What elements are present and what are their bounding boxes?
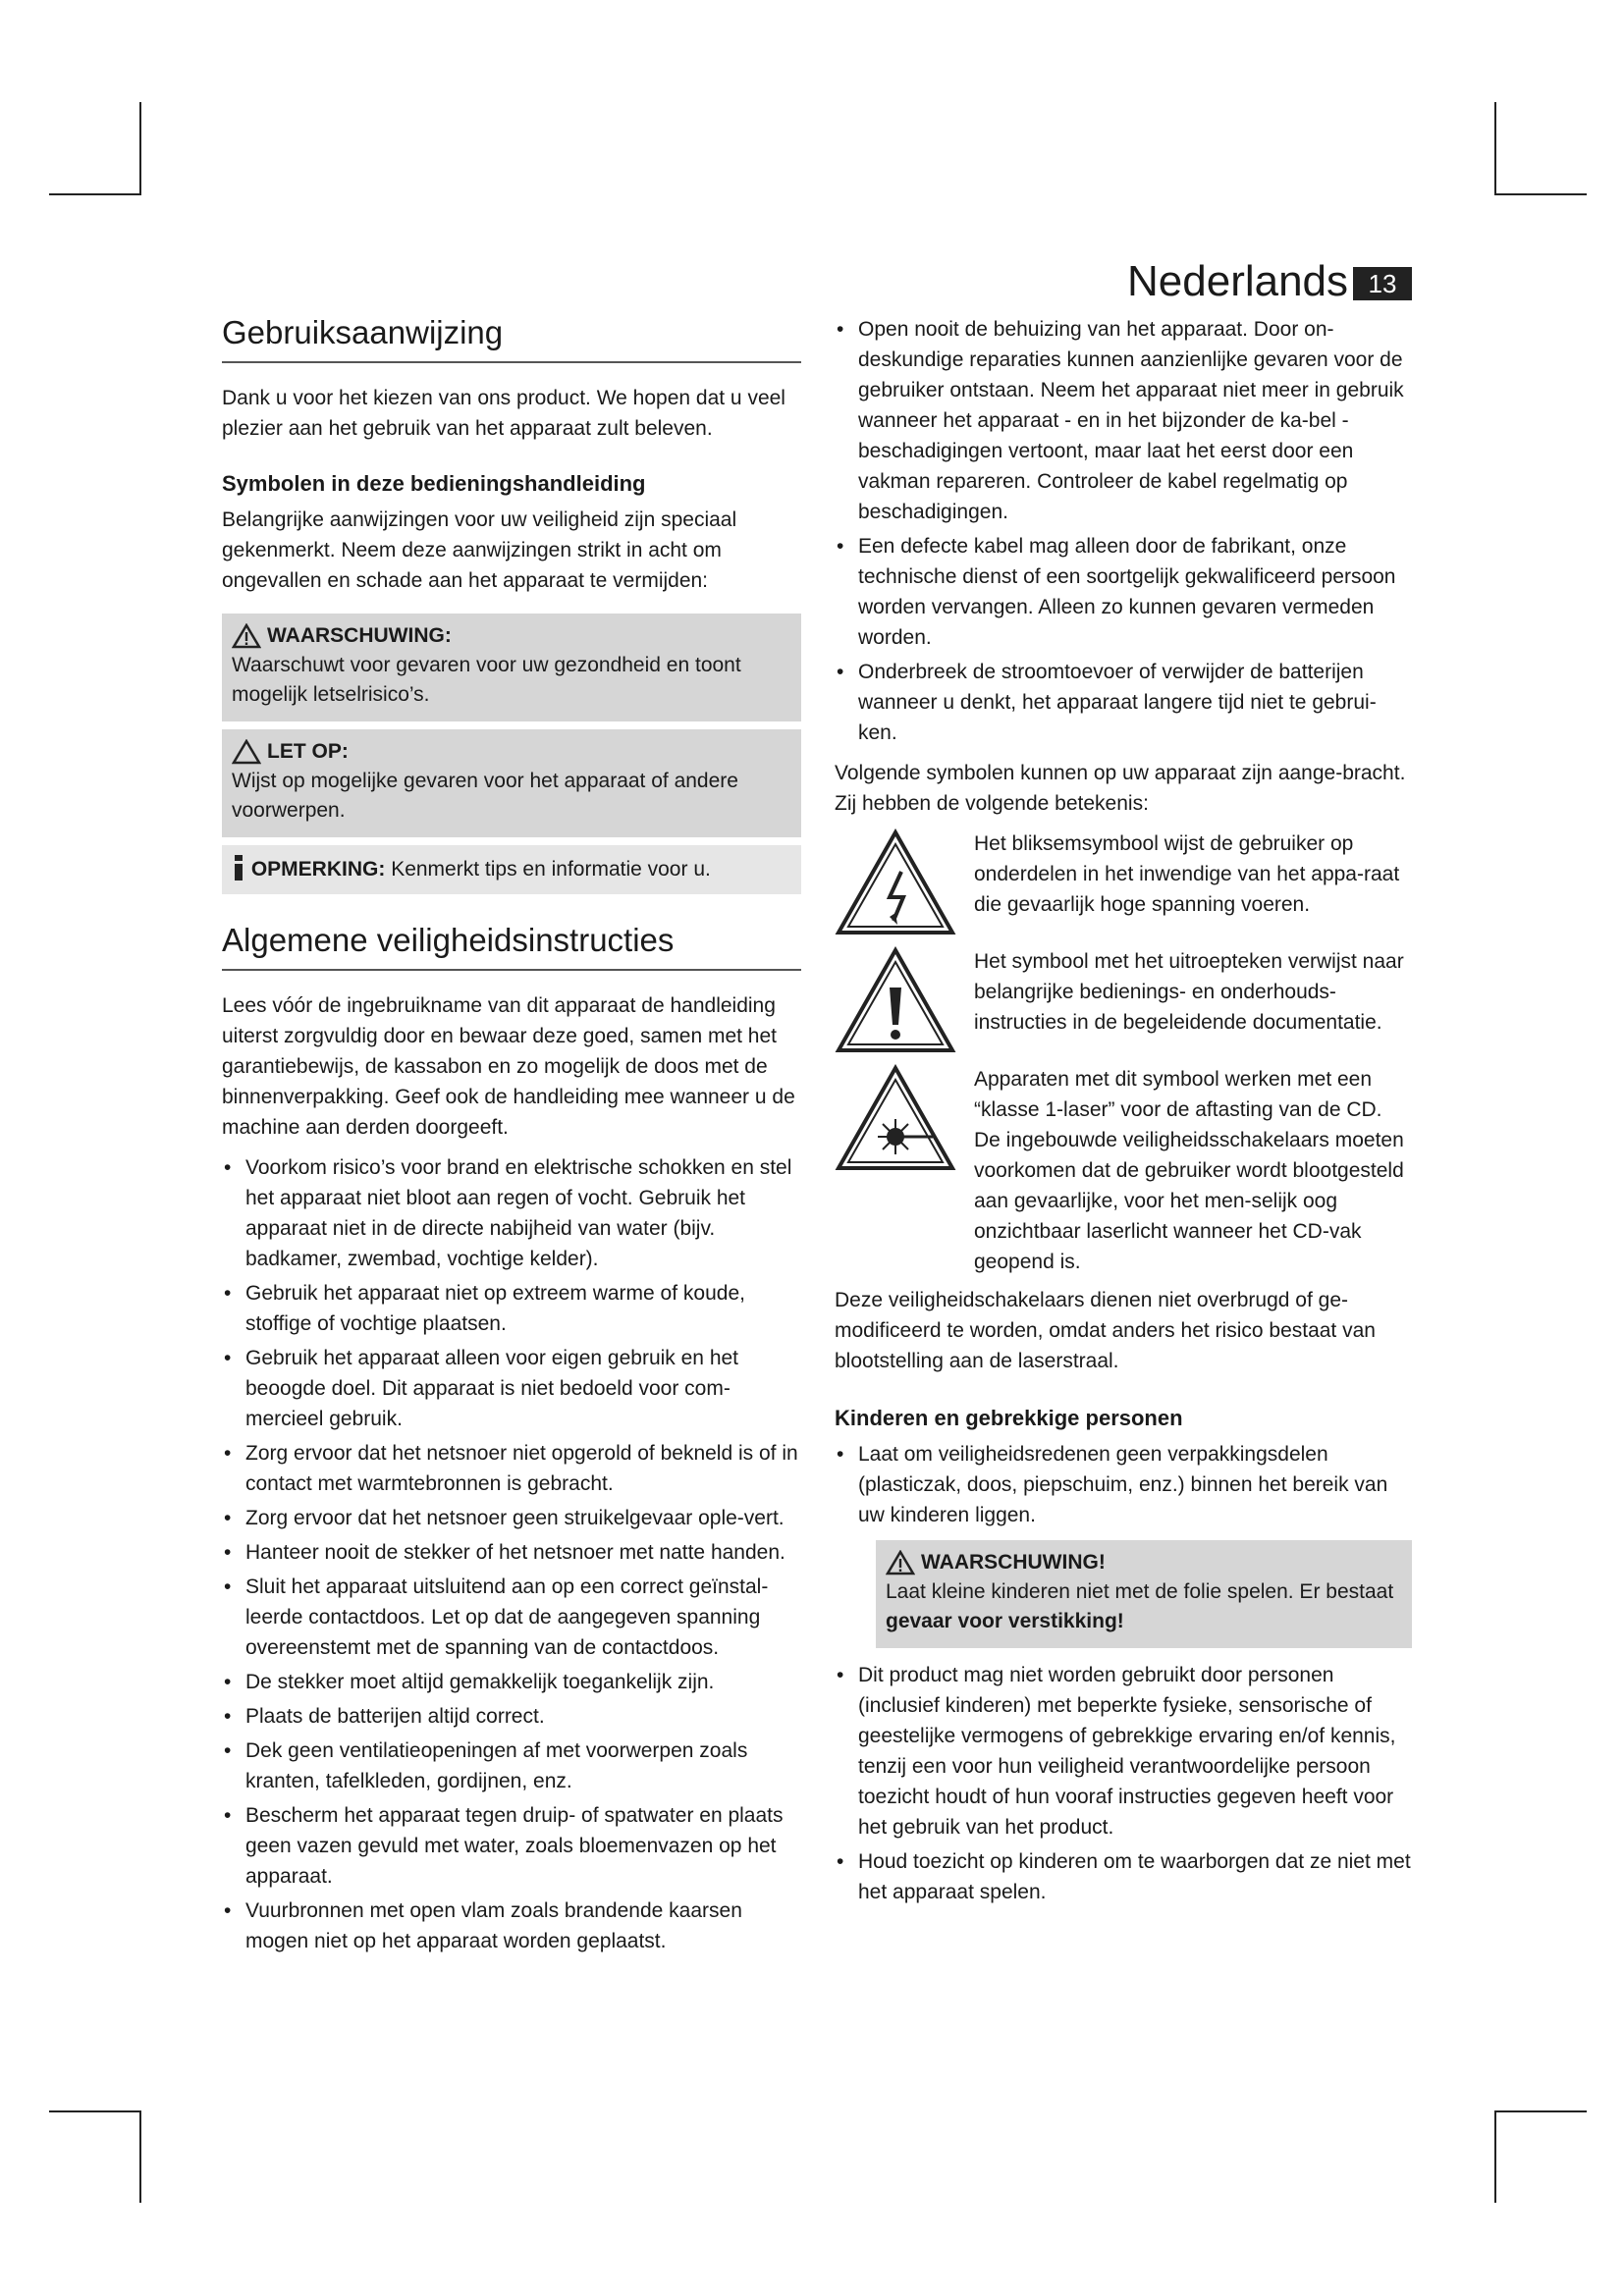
exclamation-warning-icon <box>835 946 956 1056</box>
note-box <box>222 845 801 894</box>
caution-triangle-icon <box>232 739 261 765</box>
warning-box <box>222 614 801 721</box>
list-item: • Hanteer nooit de stekker of het netsnoer met natte handen. <box>222 1537 801 1568</box>
list-item: • Dit product mag niet worden gebruikt door personen (inclusief kinderen) met beperkte fysieke, sensorische of geestelijke vermogens of gebrekkige ervaring en/of kennis, tenzij een voor hun veiligheid verantwoordelijke persoon toezicht houdt of hun vooraf instructies gegeven heeft voor het gebruik van het product. <box>835 1660 1412 1842</box>
language-title: Nederlands <box>1127 257 1349 305</box>
crop-mark-top-right-h <box>1494 193 1587 195</box>
list-item: • Een defecte kabel mag alleen door de fabrikant, onze technische dienst of een soortgelijk gekwalificeerd persoon worden vervangen. Alleen zo kunnen gevaren vermeden worden. <box>835 531 1412 653</box>
section-title-safety: Algemene veiligheidsinstructies <box>222 922 801 971</box>
children-warning-title: WAARSCHUWING! <box>921 1551 1106 1574</box>
list-item: • Open nooit de behuizing van het apparaat. Door on-deskundige reparaties kunnen aanzienlijke gevaren voor de gebruiker ontstaan. Neem het apparaat niet meer in gebruik wanneer het apparaat - en in het bijzonder de ka-bel - beschadigingen vertoont, maar laat het eerst door een vakman repareren. Controleer de kabel regelmatig op beschadigingen. <box>835 314 1412 527</box>
safety-list-continued <box>835 314 1412 748</box>
laser-radiation-icon <box>835 1064 956 1174</box>
list-item: • Zorg ervoor dat het netsnoer niet opgerold of bekneld is of in contact met warmtebronnen is gebracht. <box>222 1438 801 1499</box>
list-item: • Laat om veiligheidsredenen geen verpakkingsdelen (plasticzak, doos, piepschuim, enz.) binnen het bereik van uw kinderen liggen. <box>835 1439 1412 1530</box>
laser-symbol-text: Apparaten met dit symbool werken met een “klasse 1-laser” voor de aftasting van de CD. De ingebouwde veiligheidsschakelaars moeten voorkomen dat de gebruiker wordt blootgesteld aan gevaarlijke, voor het men-selijk oog onzichtbaar laserlicht wanneer het CD-vak geopend is. <box>974 1068 1404 1273</box>
crop-mark-top-left-v <box>139 102 141 194</box>
list-item: • Sluit het apparaat uitsluitend aan op een correct geïnstal-leerde contactdoos. Let op dat de aangegeven spanning overeenstemt met de spanning van de contactdoos. <box>222 1572 801 1663</box>
list-item: • Bescherm het apparaat tegen druip- of spatwater en plaats geen vazen gevuld met water, zoals bloemenvazen op het apparaat. <box>222 1800 801 1892</box>
list-item: • Onderbreek de stroomtoevoer of verwijder de batterijen wanneer u denkt, het apparaat langere tijd niet te gebrui-ken. <box>835 657 1412 748</box>
exclamation-symbol-text: Het symbool met het uitroepteken verwijst naar belangrijke bedienings- en onderhouds-instructies in de begeleidende documentatie. <box>974 950 1404 1034</box>
lightning-symbol-row <box>835 828 1412 938</box>
section-title-usage: Gebruiksaanwijzing <box>222 314 801 363</box>
children-list <box>835 1439 1412 1530</box>
list-item: • Gebruik het apparaat alleen voor eigen gebruik en het beoogde doel. Dit apparaat is niet bedoeld voor com-mercieel gebruik. <box>222 1343 801 1434</box>
list-item: • Vuurbronnen met open vlam zoals brandende kaarsen mogen niet op het apparaat worden geplaatst. <box>222 1896 801 1956</box>
warning-triangle-icon <box>886 1550 915 1575</box>
caution-text: Wijst op mogelijke gevaren voor het apparaat of andere voorwerpen. <box>232 770 738 822</box>
crop-mark-top-left-h <box>49 193 141 195</box>
crop-mark-bottom-left-h <box>49 2110 141 2112</box>
list-item: • De stekker moet altijd gemakkelijk toegankelijk zijn. <box>222 1667 801 1697</box>
list-item: • Voorkom risico’s voor brand en elektrische schokken en stel het apparaat niet bloot aan regen of vocht. Gebruik het apparaat niet in de directe nabijheid van water (bijv. badkamer, zwembad, vochtige kelder). <box>222 1152 801 1274</box>
list-item: • Zorg ervoor dat het netsnoer geen struikelgevaar ople-vert. <box>222 1503 801 1533</box>
info-icon <box>232 855 245 881</box>
caution-box <box>222 729 801 837</box>
page-number-badge: 13 <box>1353 267 1412 300</box>
lightning-hazard-icon <box>835 828 956 938</box>
list-item: • Gebruik het apparaat niet op extreem warme of koude, stoffige of vochtige plaatsen. <box>222 1278 801 1339</box>
left-column <box>222 314 801 1960</box>
warning-title: WAARSCHUWING: <box>267 624 452 647</box>
list-item: • Houd toezicht op kinderen om te waarborgen dat ze niet met het apparaat spelen. <box>835 1846 1412 1907</box>
crop-mark-bottom-right-h <box>1494 2110 1587 2112</box>
right-column <box>835 314 1412 1911</box>
children-warning-text: Laat kleine kinderen niet met de folie spelen. Er bestaat <box>886 1580 1394 1603</box>
note-text: Kenmerkt tips en informatie voor u. <box>391 858 711 881</box>
symbols-text: Belangrijke aanwijzingen voor uw veiligheid zijn speciaal gekenmerkt. Neem deze aanwijzingen strikt in acht om ongevallen en schade aan het apparaat te vermijden: <box>222 508 737 592</box>
warning-box-title <box>232 621 791 651</box>
warning-text: Waarschuwt voor gevaren voor uw gezondheid en toont mogelijk letselrisico’s. <box>232 654 741 706</box>
safety-list <box>222 1152 801 1956</box>
caution-title: LET OP: <box>267 740 349 763</box>
crop-mark-bottom-right-v <box>1494 2110 1496 2203</box>
safety-intro: Lees vóór de ingebruikname van dit apparaat de handleiding uiterst zorgvuldig door en bewaar deze goed, samen met het garantiebewijs, de kassabon en zo mogelijk de doos met de binnenverpakking. Geef ook de handleiding mee wanneer u de machine aan derden doorgeeft. <box>222 994 795 1139</box>
caution-box-title <box>232 737 791 767</box>
laser-symbol-row <box>835 1064 1412 1277</box>
symbols-heading: Symbolen in deze bedieningshandleiding <box>222 471 646 496</box>
crop-mark-top-right-v <box>1494 102 1496 194</box>
list-item: • Dek geen ventilatieopeningen af met voorwerpen zoals kranten, tafelkleden, gordijnen, enz. <box>222 1735 801 1796</box>
note-title: OPMERKING: <box>250 858 386 881</box>
crop-mark-bottom-left-v <box>139 2110 141 2203</box>
list-item: • Plaats de batterijen altijd correct. <box>222 1701 801 1732</box>
exclamation-symbol-row <box>835 946 1412 1056</box>
warning-triangle-icon <box>232 623 261 649</box>
intro-text: Dank u voor het kiezen van ons product. We hopen dat u veel plezier aan het gebruik van het apparaat zult beleven. <box>222 387 785 440</box>
children-list-continued <box>835 1660 1412 1907</box>
lightning-symbol-text: Het bliksemsymbool wijst de gebruiker op onderdelen in het inwendige van het appa-raat die gevaarlijk hoge spanning voeren. <box>974 832 1400 916</box>
children-warning-bold: gevaar voor verstikking! <box>886 1610 1124 1632</box>
children-warning-title-row <box>886 1548 1402 1577</box>
symbols-intro: Volgende symbolen kunnen op uw apparaat zijn aange-bracht. Zij hebben de volgende betekenis: <box>835 762 1406 815</box>
interlock-text: Deze veiligheidschakelaars dienen niet overbrugd of ge-modificeerd te worden, omdat anders het risico bestaat van blootstelling aan de laserstraal. <box>835 1289 1376 1372</box>
children-heading: Kinderen en gebrekkige personen <box>835 1406 1183 1430</box>
children-warning-box <box>876 1540 1412 1648</box>
